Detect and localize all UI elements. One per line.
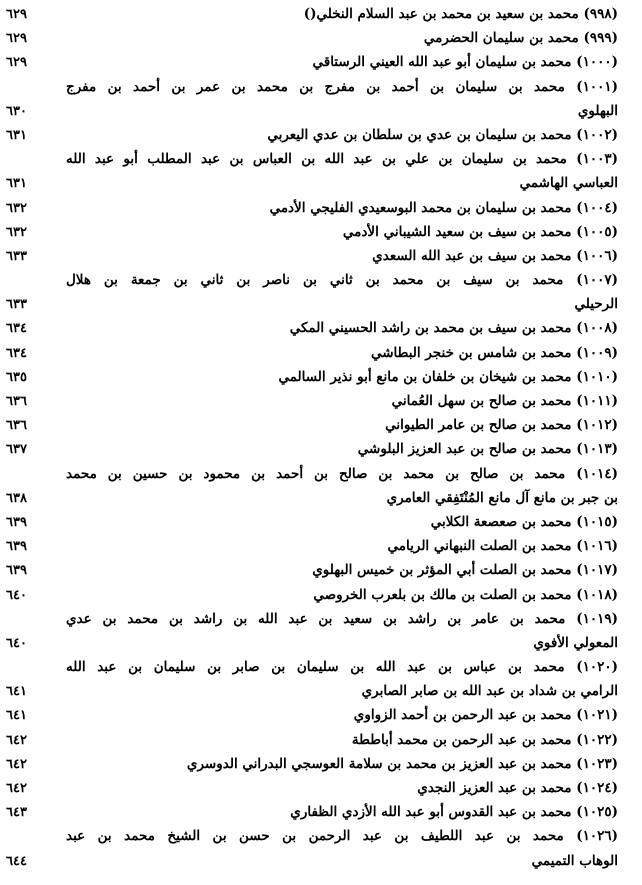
entry-text: (١٠٠٣) محمد بن سليمان بن علي بن عبد الله بن العباس بن عبد المطلب أبو عبد الله bbox=[66, 151, 618, 168]
entry-line bbox=[6, 268, 618, 292]
entry-page-number: ٦٤٢ bbox=[6, 781, 27, 796]
entry-text: (١٠١٧) محمد بن الصلت أبي المؤثر بن خميس البهلوي bbox=[312, 562, 618, 579]
entry-line bbox=[6, 728, 618, 752]
entry-page-number: ٦٤٢ bbox=[6, 756, 27, 772]
entry-page-number: ٦٢٩ bbox=[6, 55, 27, 71]
entry-line bbox=[6, 365, 618, 389]
entry-page-number: ٦٤٤ bbox=[6, 853, 27, 869]
entry-page-number: ٦٢٩ bbox=[6, 7, 27, 22]
entry-text: (١٠٠٨) محمد بن سيف بن محمد بن راشد الحسيني المكي bbox=[289, 320, 618, 337]
index-entry bbox=[6, 147, 618, 195]
entry-line bbox=[6, 50, 618, 74]
entry-text: (٩٩٨) محمد بن سعيد بن محمد بن عبد السلام النخلي() bbox=[303, 6, 618, 22]
entry-line bbox=[6, 631, 618, 655]
entry-text: (١٠٠١) محمد بن سليمان بن أحمد بن مفرج بن محمد بن عمر بن أحمد بن مفرج bbox=[66, 78, 618, 95]
entry-text: (١٠١٣) محمد بن صالح بن عبد العزيز البلوشي bbox=[357, 441, 618, 458]
entry-line bbox=[6, 196, 618, 220]
entry-line bbox=[6, 486, 618, 510]
entry-line bbox=[6, 413, 618, 437]
entry-page-number: ٦٣٩ bbox=[6, 514, 27, 530]
index-entry bbox=[6, 244, 618, 268]
entry-line bbox=[6, 703, 618, 727]
index-entry bbox=[6, 413, 618, 437]
entry-text: (١٠١٢) محمد بن صالح بن عامر الطيواني bbox=[385, 417, 618, 434]
entry-page-number: ٦٣٤ bbox=[6, 345, 27, 361]
entry-line bbox=[6, 316, 618, 340]
entry-page-number: ٦٣١ bbox=[6, 176, 27, 192]
index-entry bbox=[6, 365, 618, 389]
entry-text: (١٠١٤) محمد بن صالح بن محمد بن صالح بن أحمد بن محمود بن حسين بن محمد bbox=[66, 465, 618, 482]
entry-line bbox=[6, 292, 618, 316]
entry-page-number: ٦٤٠ bbox=[6, 587, 27, 603]
entry-text: (١٠١٠) محمد بن شيخان بن خلفان بن مانع أبو نذير السالمي bbox=[278, 368, 618, 385]
entry-text: (١٠٢٢) محمد بن عبد الرحمن بن محمد أباططة bbox=[351, 731, 618, 748]
entry-text: (١٠٠٢) محمد بن سليمان بن عدي بن سلطان بن عدي اليعربي bbox=[267, 126, 618, 143]
index-entry bbox=[6, 558, 618, 582]
entry-page-number: ٦٣٨ bbox=[6, 490, 27, 506]
entry-page-number: ٦٤١ bbox=[6, 708, 27, 724]
entry-page-number: ٦٣٦ bbox=[6, 418, 27, 434]
index-entry bbox=[6, 26, 618, 50]
entry-text: المعولي الأفوي bbox=[533, 634, 618, 651]
entry-text: بن جبر بن مانع آل مانع المُنْتَفِقي العامري bbox=[386, 489, 618, 506]
entry-text: (١٠٢١) محمد بن عبد الرحمن بن أحمد الزواوي bbox=[353, 707, 618, 724]
entry-text: (١٠١١) محمد بن صالح بن سهل العُماني bbox=[391, 393, 618, 409]
entry-text: (١٠٠٥) محمد بن سيف بن سعيد الشيباني الأدمي bbox=[342, 223, 618, 240]
entry-text: الرحيلي bbox=[574, 296, 618, 313]
entry-text: الوهاب التميمي bbox=[531, 852, 618, 869]
entry-page-number: ٦٤٣ bbox=[6, 805, 27, 821]
index-entry bbox=[6, 510, 618, 534]
index-entry bbox=[6, 534, 618, 558]
entry-text: العباسي الهاشمي bbox=[519, 175, 618, 192]
entry-line bbox=[6, 510, 618, 534]
entry-line bbox=[6, 800, 618, 824]
entry-page-number: ٦٣٣ bbox=[6, 297, 27, 313]
entry-page-number: ٦٣٧ bbox=[6, 442, 27, 458]
entry-page-number: ٦٣٦ bbox=[6, 394, 27, 409]
index-entry bbox=[6, 824, 618, 872]
entry-line bbox=[6, 849, 618, 873]
index-entry bbox=[6, 728, 618, 752]
index-list bbox=[6, 2, 618, 873]
entry-text: (١٠٢٣) محمد بن عبد العزيز بن محمد بن سلامة العوسجي البدراني الدوسري bbox=[186, 755, 618, 772]
index-entry bbox=[6, 50, 618, 74]
entry-line bbox=[6, 752, 618, 776]
entry-text: (١٠٠٤) محمد بن سليمان بن محمد البوسعيدي الفليجي الأدمي bbox=[269, 199, 618, 216]
entry-line bbox=[6, 123, 618, 147]
entry-line bbox=[6, 341, 618, 365]
entry-page-number: ٦٣٠ bbox=[6, 103, 27, 119]
entry-page-number: ٦٣٢ bbox=[6, 224, 27, 240]
entry-page-number: ٦٤١ bbox=[6, 684, 27, 700]
index-entry bbox=[6, 196, 618, 220]
entry-text: (١٠١٥) محمد بن صعصعة الكلابي bbox=[430, 513, 618, 530]
entry-text: (١٠٠٩) محمد بن شامس بن خنجر البطاشي bbox=[370, 344, 618, 361]
index-entry bbox=[6, 341, 618, 365]
index-entry bbox=[6, 776, 618, 800]
entry-line bbox=[6, 437, 618, 461]
entry-text: (١٠٠٧) محمد بن سيف بن محمد بن ثاني بن ناصر بن ثاني بن جمعة بن هلال bbox=[66, 272, 618, 289]
entry-page-number: ٦٣٥ bbox=[6, 369, 27, 385]
entry-page-number: ٦٣٣ bbox=[6, 248, 27, 264]
entry-page-number: ٦٤٢ bbox=[6, 732, 27, 748]
index-entry bbox=[6, 655, 618, 703]
entry-line bbox=[6, 462, 618, 486]
entry-line bbox=[6, 655, 618, 679]
index-entry bbox=[6, 752, 618, 776]
index-entry bbox=[6, 583, 618, 607]
entry-text: الرامي بن شداد بن عبد الله بن صابر الصابري bbox=[361, 683, 618, 700]
entry-text: (١٠٠٠) محمد بن سليمان أبو عبد الله العيني الرستاقي bbox=[312, 54, 618, 71]
index-entry bbox=[6, 316, 618, 340]
entry-text: (١٠٢٠) محمد بن عباس بن عبد الله بن سليمان بن صابر بن سليمان بن عبد الله bbox=[66, 659, 618, 676]
entry-text: (١٠٢٦) محمد بن عبد اللطيف بن عبد الرحمن بن حسن بن الشيخ محمد بن عبد bbox=[66, 828, 618, 845]
entry-line bbox=[6, 147, 618, 171]
entry-text: (١٠٢٤) محمد بن عبد العزيز النجدي bbox=[417, 780, 618, 796]
entry-page-number: ٦٣٢ bbox=[6, 200, 27, 216]
entry-line bbox=[6, 220, 618, 244]
index-entry bbox=[6, 462, 618, 510]
entry-line bbox=[6, 75, 618, 99]
index-entry bbox=[6, 123, 618, 147]
index-entry bbox=[6, 800, 618, 824]
entry-text: (١٠١٨) محمد بن الصلت بن مالك بن بلعرب الخروصي bbox=[313, 586, 618, 603]
entry-line bbox=[6, 824, 618, 848]
entry-page-number: ٦٣٤ bbox=[6, 321, 27, 337]
index-entry bbox=[6, 2, 618, 26]
index-entry bbox=[6, 389, 618, 413]
entry-text: البهلوي bbox=[577, 102, 618, 119]
index-entry bbox=[6, 703, 618, 727]
entry-line bbox=[6, 558, 618, 582]
index-entry bbox=[6, 437, 618, 461]
entry-line bbox=[6, 776, 618, 800]
entry-text: (٩٩٩) محمد بن سليمان الحضرمي bbox=[423, 30, 618, 47]
entry-line bbox=[6, 2, 618, 26]
entry-page-number: ٦٤٠ bbox=[6, 635, 27, 651]
entry-page-number: ٦٣١ bbox=[6, 127, 27, 143]
entry-page-number: ٦٣٩ bbox=[6, 563, 27, 579]
entry-page-number: ٦٣٩ bbox=[6, 539, 27, 555]
entry-line bbox=[6, 171, 618, 195]
index-entry bbox=[6, 220, 618, 244]
entry-text: (١٠٠٦) محمد بن سيف بن عبد الله السعدي bbox=[372, 247, 618, 264]
entry-line bbox=[6, 679, 618, 703]
entry-line bbox=[6, 607, 618, 631]
entry-text: (١٠١٩) محمد بن عامر بن راشد بن سعيد بن عبد الله بن راشد بن محمد بن عدي bbox=[66, 610, 618, 627]
index-entry bbox=[6, 268, 618, 316]
entry-line bbox=[6, 583, 618, 607]
entry-line bbox=[6, 389, 618, 413]
index-entry bbox=[6, 607, 618, 655]
entry-text: (١٠٢٥) محمد بن عبد القدوس أبو عبد الله الأزدي الظفاري bbox=[290, 804, 618, 821]
entry-line bbox=[6, 99, 618, 123]
entry-text: (١٠١٦) محمد بن الصلت النبهاني الريامي bbox=[387, 538, 618, 555]
entry-page-number: ٦٢٩ bbox=[6, 31, 27, 47]
entry-line bbox=[6, 534, 618, 558]
entry-line bbox=[6, 244, 618, 268]
entry-line bbox=[6, 26, 618, 50]
index-entry bbox=[6, 75, 618, 123]
